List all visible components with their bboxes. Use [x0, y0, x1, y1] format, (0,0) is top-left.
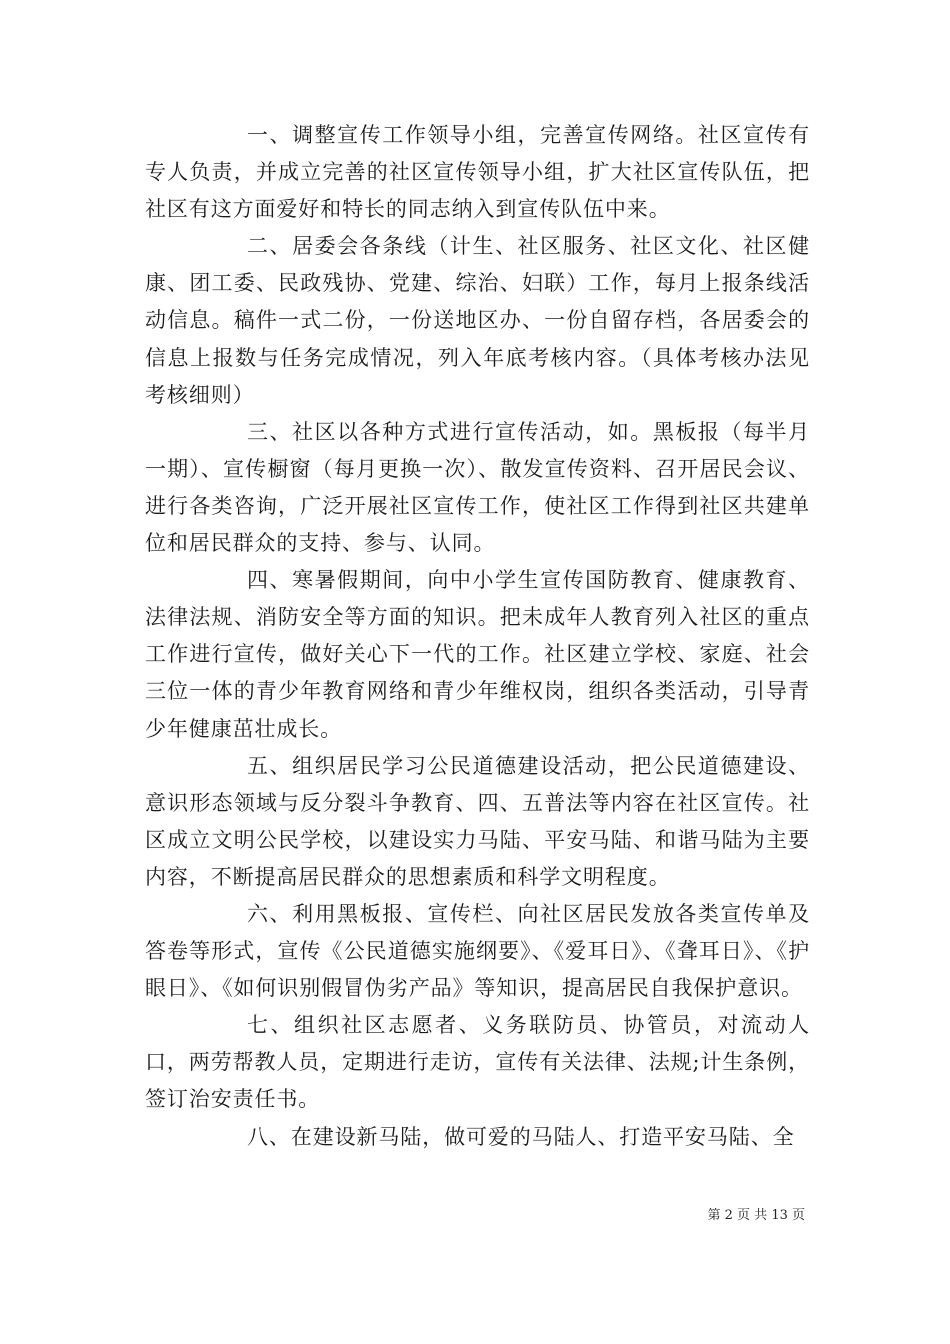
paragraph-4: 四、寒暑假期间，向中小学生宣传国防教育、健康教育、法律法规、消防安全等方面的知识。把未成年人教育列入社区的重点工作进行宣传，做好关心下一代的工作。社区建立学校、家庭、社会三位一体的青少年教育网络和青少年维权岗，组织各类活动，引导青少年健康茁壮成长。 — [145, 568, 810, 741]
paragraph-2: 二、居委会各条线（计生、社区服务、社区文化、社区健康、团工委、民政残协、党建、综治、妇联）工作，每月上报条线活动信息。稿件一式二份，一份送地区办、一份自留存档，各居委会的信息上报数与任务完成情况，列入年底考核内容。（具体考核办法见考核细则） — [145, 234, 810, 407]
page-number: 第 2 页 共 13 页 — [707, 1208, 805, 1223]
paragraph-5: 五、组织居民学习公民道德建设活动，把公民道德建设、意识形态领域与反分裂斗争教育、四、五普法等内容在社区宣传。社区成立文明公民学校，以建设实力马陆、平安马陆、和谐马陆为主要内容，不断提高居民群众的思想素质和科学文明程度。 — [145, 753, 810, 889]
paragraph-7: 七、组织社区志愿者、义务联防员、协管员，对流动人口，两劳帮教人员，定期进行走访，宣传有关法律、法规;计生条例，签订治安责任书。 — [145, 1013, 810, 1112]
paragraph-8: 八、在建设新马陆，做可爱的马陆人、打造平安马陆、全 — [247, 1124, 795, 1149]
document-body — [145, 117, 810, 1156]
paragraph-6: 六、利用黑板报、宣传栏、向社区居民发放各类宣传单及答卷等形式，宣传《公民道德实施纲要》、《爱耳日》、《聋耳日》、《护眼日》、《如何识别假冒伪劣产品》等知识，提高居民自我保护意识。 — [145, 901, 810, 1001]
paragraph-3: 三、社区以各种方式进行宣传活动，如。黑板报（每半月一期）、宣传橱窗（每月更换一次）、散发宣传资料、召开居民会议、进行各类咨询，广泛开展社区宣传工作，使社区工作得到社区共建单位和居民群众的支持、参与、认同。 — [145, 419, 810, 556]
paragraph-1: 一、调整宣传工作领导小组，完善宣传网络。社区宣传有专人负责，并成立完善的社区宣传领导小组，扩大社区宣传队伍，把社区有这方面爱好和特长的同志纳入到宣传队伍中来。 — [145, 123, 810, 222]
